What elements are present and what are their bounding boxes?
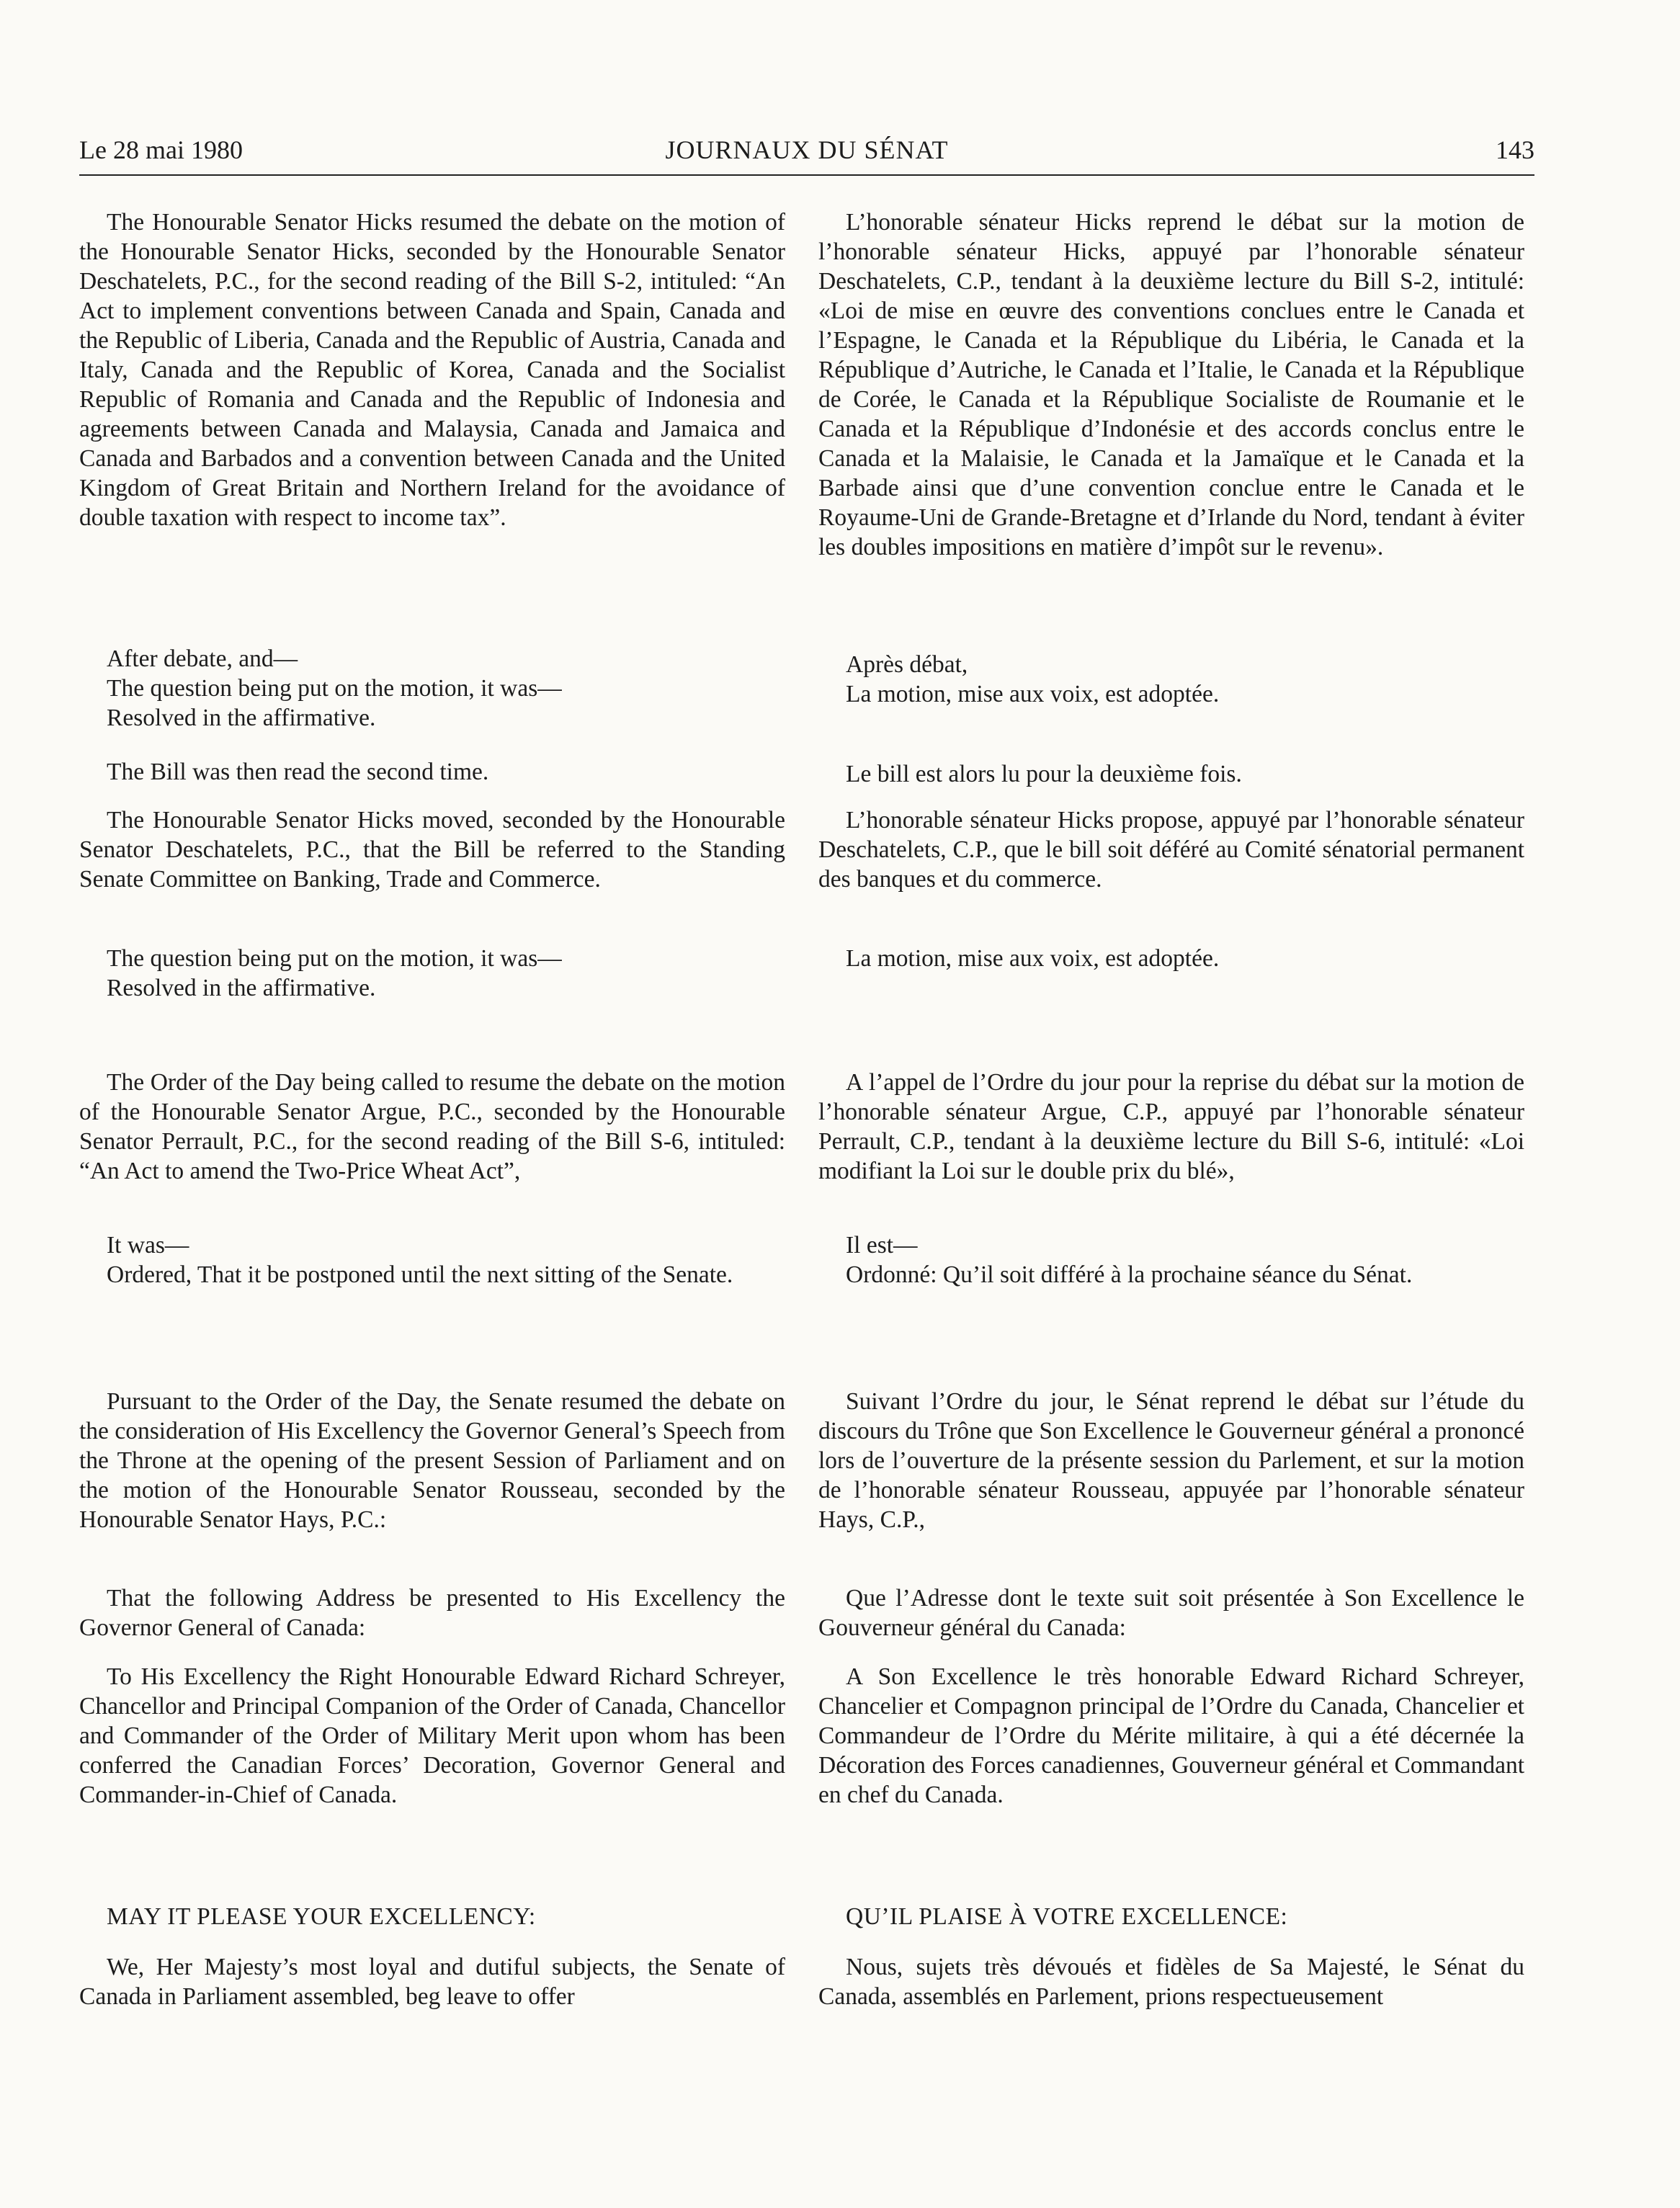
fr-paragraph-second-reading: Le bill est alors lu pour la deuxième fois. [846, 761, 1242, 787]
fr-paragraph-loyal-subjects: Nous, sujets très dévoués et fidèles de Sa Majesté, le Sénat du Canada, assemblés en Parlement, prions respectueusement [818, 1954, 1524, 2010]
fr-paragraph-address: Que l’Adresse dont le texte suit soit présentée à Son Excellence le Gouverneur général du Canada: [818, 1585, 1524, 1641]
fr-heading: QU’IL PLAISE À VOTRE EXCELLENCE: [846, 1903, 1288, 1930]
fr-paragraph-bill-s2: L’honorable sénateur Hicks reprend le débat sur la motion de l’honorable sénateur Hicks, appuyé par l’honorable sénateur Deschatelets, C.P., tendant à la deuxième lecture du Bill S-2, intitulé: «Loi de mise en œuvre des conventions conclues entre le Canada et l’Espagne, le Canada et la République du Libéria, le Canada et la République d’Autriche, le Canada et l’Italie, le Canada et la République de Corée, le Canada et la République Socialiste de Roumanie et le Canada et la République d’Indonésie et des accords conclus entre le Canada et la Malaisie, le Canada et la Jamaïque et le Canada et la Barbade ainsi que d’une convention conclue entre le Canada et le Royaume-Uni de Grande-Bretagne et d’Irlande du Nord, tendant à éviter les doubles impositions en matière d’impôt sur le revenu». [818, 209, 1524, 560]
en-paragraph-bill-s6: The Order of the Day being called to resume the debate on the motion of the Honourable Senator Argue, P.C., seconded by the Honourable Senator Perrault, P.C., for the second reading of the Bill S-6, intituled: “An Act to amend the Two-Price Wheat Act”, [79, 1069, 785, 1184]
en-paragraph-after-debate: After debate, and— The question being put on the motion, it was— Resolved in the affirmative. [107, 645, 562, 731]
en-paragraph-governor: To His Excellency the Right Honourable Edward Richard Schreyer, Chancellor and Principal Companion of the Order of Canada, Chancellor and Commander of the Order of Military Merit upon whom has been conferred the Canadian Forces’ Decoration, Governor General and Commander-in-Chief of Canada. [79, 1663, 785, 1808]
fr-paragraph-governor: A Son Excellence le très honorable Edward Richard Schreyer, Chancelier et Compagnon principal de l’Ordre du Canada, Chancelier et Commandeur de l’Ordre du Mérite militaire, à qui a été décernée la Décoration des Forces canadiennes, Gouverneur général et Commandant en chef du Canada. [818, 1663, 1524, 1808]
running-header [79, 134, 1534, 176]
en-paragraph-loyal-subjects: We, Her Majesty’s most loyal and dutiful subjects, the Senate of Canada in Parliament assembled, beg leave to offer [79, 1954, 785, 2010]
fr-paragraph-bill-s6: A l’appel de l’Ordre du jour pour la reprise du débat sur la motion de l’honorable sénateur Argue, C.P., appuyé par l’honorable sénateur Perrault, C.P., tendant à la deuxième lecture du Bill S-6, intitulé: «Loi modifiant la Loi sur le double prix du blé», [818, 1069, 1524, 1184]
en-paragraph-throne-speech: Pursuant to the Order of the Day, the Senate resumed the debate on the consideration of His Excellency the Governor General’s Speech from the Throne at the opening of the present Session of Parliament and on the motion of the Honourable Senator Rousseau, seconded by the Honourable Senator Hays, P.C.: [79, 1388, 785, 1533]
fr-paragraph-throne-speech: Suivant l’Ordre du jour, le Sénat reprend le débat sur l’étude du discours du Trône que Son Excellence le Gouverneur général a prononcé lors de l’ouverture de la présente session du Parlement, et sur la motion de l’honorable sénateur Rousseau, appuyée par l’honorable sénateur Hays, C.P., [818, 1388, 1524, 1533]
en-paragraph-question: The question being put on the motion, it was— Resolved in the affirmative. [107, 945, 562, 1001]
fr-paragraph-postponed: Il est— Ordonné: Qu’il soit différé à la prochaine séance du Sénat. [846, 1232, 1413, 1288]
fr-paragraph-question: La motion, mise aux voix, est adoptée. [846, 945, 1220, 972]
fr-paragraph-after-debate: Après débat, La motion, mise aux voix, est adoptée. [846, 651, 1220, 707]
en-paragraph-bill-s2: The Honourable Senator Hicks resumed the debate on the motion of the Honourable Senator Hicks, seconded by the Honourable Senator Deschatelets, P.C., for the second reading of the Bill S-2, intituled: “An Act to implement conventions between Canada and Spain, Canada and the Republic of Liberia, Canada and the Republic of Austria, Canada and Italy, Canada and the Republic of Korea, Canada and the Socialist Republic of Romania and Canada and the Republic of Indonesia and agreements between Canada and Malaysia, Canada and Jamaica and Canada and Barbados and a convention between Canada and the United Kingdom of Great Britain and Northern Ireland for the avoidance of double taxation with respect to income tax”. [79, 209, 785, 531]
fr-paragraph-referral: L’honorable sénateur Hicks propose, appuyé par l’honorable sénateur Deschatelets, C.P., que le bill soit déféré au Comité sénatorial permanent des banques et du commerce. [818, 807, 1524, 893]
header-title: JOURNAUX DU SÉNAT [665, 135, 949, 164]
page-number: 143 [1496, 135, 1534, 164]
header-date: Le 28 mai 1980 [79, 135, 243, 164]
en-paragraph-referral: The Honourable Senator Hicks moved, seconded by the Honourable Senator Deschatelets, P.C., that the Bill be referred to the Standing Senate Committee on Banking, Trade and Commerce. [79, 807, 785, 893]
en-paragraph-postponed: It was— Ordered, That it be postponed until the next sitting of the Senate. [107, 1232, 733, 1288]
en-paragraph-second-reading: The Bill was then read the second time. [107, 759, 489, 785]
en-paragraph-address: That the following Address be presented to His Excellency the Governor General of Canada: [79, 1585, 785, 1641]
en-heading: MAY IT PLEASE YOUR EXCELLENCY: [107, 1903, 536, 1930]
